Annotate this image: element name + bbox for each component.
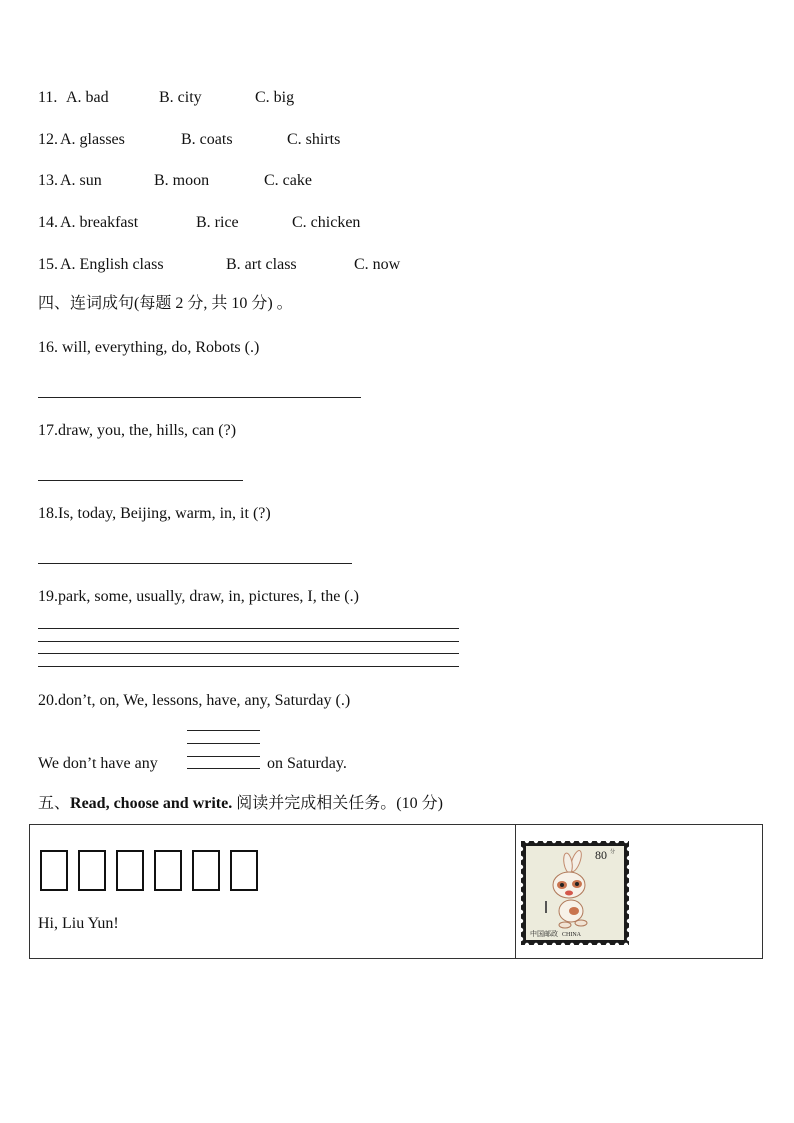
option-a: A. bad: [66, 89, 109, 106]
question-16: 16. will, everything, do, Robots (.): [38, 339, 260, 356]
question-17: 17.draw, you, the, hills, can (?): [38, 422, 237, 439]
option-a: A. glasses: [60, 131, 125, 148]
answer-line[interactable]: [38, 666, 459, 667]
postal-code-box[interactable]: [78, 850, 106, 891]
answer-prefix: We don’t have any: [38, 755, 158, 772]
answer-line[interactable]: [38, 563, 352, 564]
question-20: 20.don’t, on, We, lessons, have, any, Saturday (.): [38, 692, 351, 709]
choice-item-11: [38, 88, 295, 108]
letter-envelope: [29, 824, 763, 959]
fill-blank-line[interactable]: [187, 768, 260, 769]
answer-line[interactable]: [38, 628, 459, 629]
section-5-title: [38, 794, 443, 814]
answer-line[interactable]: [38, 397, 361, 398]
section-5-prefix: 五、: [38, 795, 71, 812]
fill-blank-line[interactable]: [187, 743, 260, 744]
postal-code-box[interactable]: [154, 850, 182, 891]
answer-line[interactable]: [38, 480, 243, 481]
answer-sentence-20: [38, 754, 347, 774]
option-b: B. rice: [196, 214, 239, 231]
choice-item-14: [38, 213, 361, 233]
option-b: B. coats: [181, 131, 233, 148]
stamp-postal-name: 中国邮政: [530, 930, 558, 938]
choice-item-12: [38, 130, 341, 150]
option-b: B. art class: [226, 256, 297, 273]
stamp-unit: 分: [610, 849, 616, 855]
option-b: B. city: [159, 89, 202, 106]
item-number: 11.: [38, 89, 58, 106]
choice-item-13: [38, 171, 312, 191]
option-a: A. sun: [60, 172, 102, 189]
option-c: C. shirts: [287, 131, 341, 148]
option-c: C. now: [354, 256, 401, 273]
answer-line[interactable]: [38, 641, 459, 642]
postal-code-box[interactable]: [116, 850, 144, 891]
question-19: 19.park, some, usually, draw, in, pictures, I, the (.): [38, 588, 359, 605]
item-number: 13.: [38, 172, 58, 189]
option-c: C. big: [255, 89, 295, 106]
fill-blank-line[interactable]: [187, 730, 260, 731]
option-b: B. moon: [154, 172, 210, 189]
answer-suffix: on Saturday.: [267, 755, 347, 772]
postal-code-box[interactable]: [40, 850, 68, 891]
envelope-divider: [515, 825, 516, 958]
postage-stamp: [521, 841, 629, 945]
item-number: 14.: [38, 214, 58, 231]
option-c: C. chicken: [292, 214, 361, 231]
answer-line[interactable]: [38, 653, 459, 654]
stamp-value: 80: [595, 848, 607, 862]
section-5-bold-title: Read, choose and write.: [70, 795, 233, 812]
choice-item-15: [38, 255, 401, 275]
letter-greeting: Hi, Liu Yun!: [38, 915, 119, 932]
section-5-suffix: 阅读并完成相关任务。(10 分): [232, 795, 443, 812]
section-4-title: 四、连词成句(每题 2 分, 共 10 分) 。: [38, 295, 293, 312]
stamp-country: CHINA: [562, 932, 581, 938]
question-18: 18.Is, today, Beijing, warm, in, it (?): [38, 505, 271, 522]
postal-code-box[interactable]: [192, 850, 220, 891]
option-a: A. English class: [60, 256, 164, 273]
item-number: 12.: [38, 131, 58, 148]
fill-blank-line[interactable]: [187, 756, 260, 757]
option-c: C. cake: [264, 172, 312, 189]
option-a: A. breakfast: [60, 214, 139, 231]
postal-code-box[interactable]: [230, 850, 258, 891]
item-number: 15.: [38, 256, 58, 273]
